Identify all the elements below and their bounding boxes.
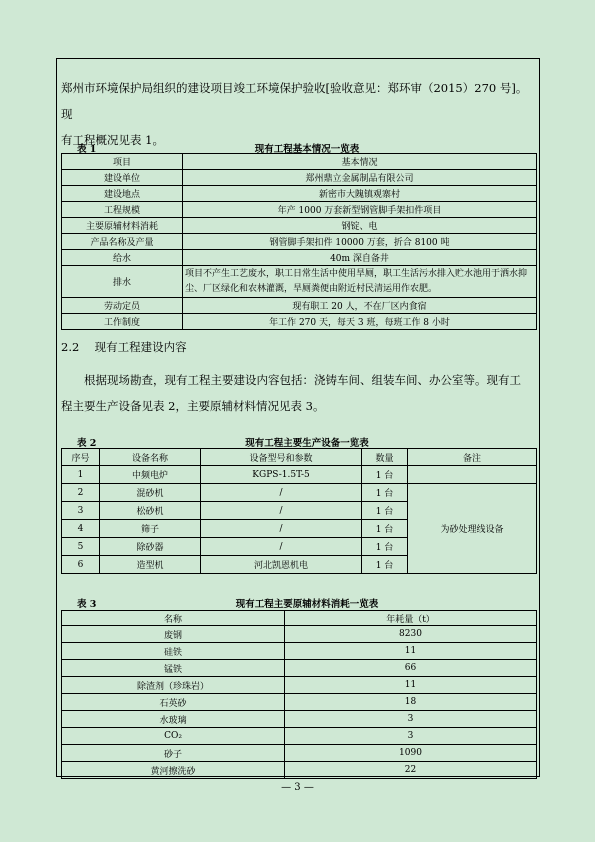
table3-header-cell: 名称 [62,611,285,626]
table-row [62,745,537,762]
table1-label-cell: 主要原辅材料消耗 [62,218,183,234]
table3-cell: 66 [285,660,537,677]
table3-cell: 硅铁 [62,643,285,660]
table3-cell: 砂子 [62,745,285,762]
table-row [62,234,537,250]
table-row [62,202,537,218]
table2-header-cell: 数量 [362,449,408,466]
table3-cell: 3 [285,711,537,728]
table2-header-cell: 设备名称 [100,449,201,466]
table3-header-cell: 年耗量（t） [285,611,537,626]
table3-cell: 18 [285,694,537,711]
table-row [62,154,537,170]
table1-value-cell: 基本情况 [183,154,537,170]
page-number: — 3 — [281,782,314,793]
table1-value-cell: 年工作 270 天，每天 3 班，每班工作 8 小时 [183,314,537,330]
table-row [62,626,537,643]
table2 [61,448,537,574]
table1-value-cell: 新密市大隗镇观寨村 [183,186,537,202]
table-row [62,170,537,186]
table-row [62,298,537,314]
table2-header-cell: 序号 [62,449,100,466]
section-paragraph [61,367,537,419]
table1-number: 表 1 [77,144,97,155]
table2-cell: 5 [62,538,100,556]
table-row [62,643,537,660]
table1-title: 现有工程基本情况一览表 [254,144,360,155]
table2-cell: 造型机 [100,556,201,574]
table2-cell: / [201,520,362,538]
table1-label-cell: 工程规模 [62,202,183,218]
page-frame [56,58,540,777]
table-row [62,250,537,266]
table-row [62,762,537,779]
table2-cell: 1 台 [362,520,408,538]
table2-cell: 1 台 [362,502,408,520]
table3-cell: CO₂ [62,728,285,745]
table-header-row [62,611,537,626]
table3-cell: 除渣剂（珍珠岩） [62,677,285,694]
table3-cell: 废钢 [62,626,285,643]
table2-cell: 河北凯恩机电 [201,556,362,574]
table2-number: 表 2 [77,438,97,449]
table2-remark-cell: 为砂处理线设备 [408,484,537,574]
table-row [62,218,537,234]
section-number: 2.2 [61,340,80,354]
table2-cell: / [201,502,362,520]
table2-title: 现有工程主要生产设备一览表 [245,438,369,449]
intro-line-2: 有工程概况见表 1。 [61,133,164,147]
table3-title: 现有工程主要原辅材料消耗一览表 [235,599,379,610]
table1-label-cell: 给水 [62,250,183,266]
table3-cell: 石英砂 [62,694,285,711]
table2-cell: 6 [62,556,100,574]
table2-cell: 2 [62,484,100,502]
table-header-row [62,449,537,466]
table-row [62,677,537,694]
table2-cell: 1 台 [362,484,408,502]
table3-caption [77,596,537,610]
table3-number: 表 3 [77,599,97,610]
table-row [62,266,537,298]
table2-cell: 中频电炉 [100,466,201,484]
table2-cell: 4 [62,520,100,538]
table2-cell: 1 台 [362,538,408,556]
table2-cell: 1 台 [362,556,408,574]
table1-label-cell: 项目 [62,154,183,170]
intro-line-1: 郑州市环境保护局组织的建设项目竣工环境保护验收[验收意见：郑环审（2015）270 号]。现 [61,81,528,121]
table-row [62,466,537,484]
table2-empty-cell [408,466,537,484]
section-line-1: 根据现场勘查，现有工程主要建设内容包括：浇铸车间、组装车间、办公室等。现有工 [84,373,521,387]
table2-cell: 除砂器 [100,538,201,556]
table1-value-cell: 郑州鼎立金属制品有限公司 [183,170,537,186]
table2-cell: / [201,484,362,502]
table3-cell: 11 [285,643,537,660]
table3-cell: 3 [285,728,537,745]
table1-value-cell: 钢管脚手架扣件 10000 万套，折合 8100 吨 [183,234,537,250]
table2-cell: 1 [62,466,100,484]
table3-cell: 黄河擦洗砂 [62,762,285,779]
table2-cell: 松砂机 [100,502,201,520]
table1-value-cell: 钢锭、电 [183,218,537,234]
table2-cell: 筛子 [100,520,201,538]
section-line-2: 程主要生产设备见表 2，主要原辅材料情况见表 3。 [61,399,325,413]
table2-cell: 混砂机 [100,484,201,502]
table-row [62,728,537,745]
section-title: 现有工程建设内容 [94,340,187,354]
section-heading [61,339,187,355]
table-row [62,694,537,711]
table2-header-cell: 备注 [408,449,537,466]
table2-cell: 1 台 [362,466,408,484]
table1-label-cell: 劳动定员 [62,298,183,314]
table3-cell: 锰铁 [62,660,285,677]
table2-cell: KGPS-1.5T-5 [201,466,362,484]
table1-label-cell: 建设地点 [62,186,183,202]
table3-cell: 水玻璃 [62,711,285,728]
table3 [61,610,537,779]
table1-label-cell: 产品名称及产量 [62,234,183,250]
table-row [62,314,537,330]
table1 [61,153,537,330]
table-row [62,186,537,202]
table2-header-cell: 设备型号和参数 [201,449,362,466]
table1-label-cell: 工作制度 [62,314,183,330]
table-row [62,660,537,677]
table1-label-cell: 排水 [62,266,183,298]
table1-label-cell: 建设单位 [62,170,183,186]
table1-value-cell: 40m 深自备井 [183,250,537,266]
table2-cell: / [201,538,362,556]
table3-cell: 8230 [285,626,537,643]
table1-value-cell: 年产 1000 万套新型钢管脚手架扣件项目 [183,202,537,218]
table-row [62,484,537,502]
table1-value-cell: 现有职工 20 人，不在厂区内食宿 [183,298,537,314]
table2-cell: 3 [62,502,100,520]
table2-caption [77,435,537,449]
table-row [62,711,537,728]
table1-value-cell: 项目不产生工艺废水，职工日常生活中使用旱厕，职工生活污水排入贮水池用于洒水抑尘、厂区绿化和农林灌溉，旱厕粪便由附近村民清运用作农肥。 [183,266,537,298]
table3-cell: 22 [285,762,537,779]
table3-cell: 1090 [285,745,537,762]
table3-cell: 11 [285,677,537,694]
